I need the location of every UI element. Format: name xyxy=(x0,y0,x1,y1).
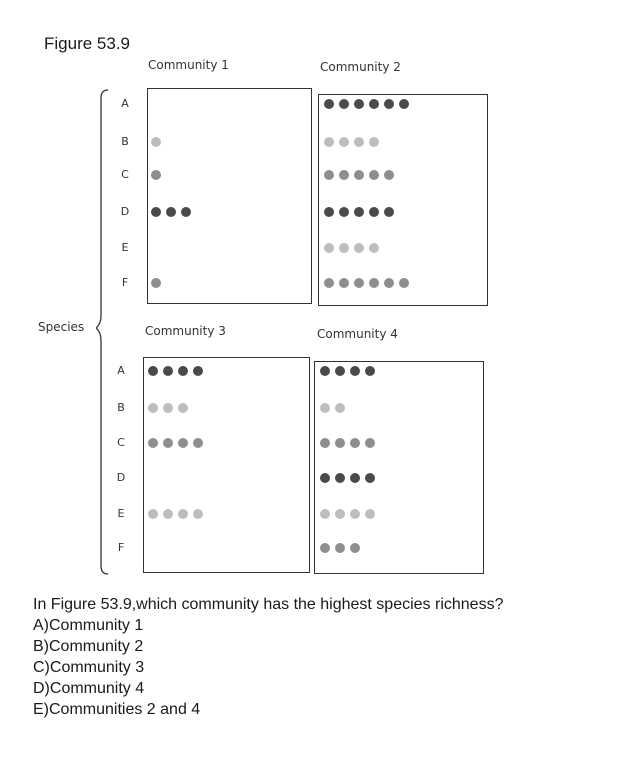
species-c-label: C xyxy=(121,168,129,181)
option-a[interactable]: A)Community 1 xyxy=(33,617,144,634)
community-3-species-a-dot xyxy=(148,366,158,376)
community-3-species-e-dot xyxy=(178,509,188,519)
community-4-species-e-dot xyxy=(320,509,330,519)
community-4-label: Community 4 xyxy=(317,327,398,341)
community-3-species-e-dot xyxy=(193,509,203,519)
community-3-species-e-dot xyxy=(148,509,158,519)
community-1-species-d-dot xyxy=(166,207,176,217)
community-3-species-a-dot xyxy=(178,366,188,376)
question-stem: In Figure 53.9,which community has the highest species richness? xyxy=(33,596,504,613)
community-1-species-d-dot xyxy=(181,207,191,217)
community-3-species-a-dot xyxy=(163,366,173,376)
community-2-species-b-dot xyxy=(354,137,364,147)
community-2-species-d-dot xyxy=(384,207,394,217)
community-2-species-a-dot xyxy=(399,99,409,109)
community-1-species-c-dot xyxy=(151,170,161,180)
community-3-species-c-dot xyxy=(193,438,203,448)
species-a-label: A xyxy=(121,97,129,110)
species-d-label: D xyxy=(120,205,130,218)
community-2-species-f-dot xyxy=(354,278,364,288)
community-2-species-a-dot xyxy=(354,99,364,109)
community-3-species-b-dot xyxy=(178,403,188,413)
community-4-species-b-dot xyxy=(335,403,345,413)
community-4-species-c-dot xyxy=(365,438,375,448)
species-b-label: B xyxy=(117,401,125,414)
community-4-species-a-dot xyxy=(335,366,345,376)
community-4-species-e-dot xyxy=(335,509,345,519)
community-3-label: Community 3 xyxy=(145,324,226,338)
community-4-species-d-dot xyxy=(335,473,345,483)
community-4-species-f-dot xyxy=(320,543,330,553)
community-4-species-a-dot xyxy=(365,366,375,376)
figure-title: Figure 53.9 xyxy=(44,34,130,53)
community-2-species-f-dot xyxy=(369,278,379,288)
community-2-species-d-dot xyxy=(354,207,364,217)
species-c-label: C xyxy=(117,436,125,449)
community-3-species-e-dot xyxy=(163,509,173,519)
option-d[interactable]: D)Community 4 xyxy=(33,680,145,697)
community-2-species-f-dot xyxy=(324,278,334,288)
community-2-species-b-dot xyxy=(369,137,379,147)
community-4-species-f-dot xyxy=(335,543,345,553)
community-3-species-c-dot xyxy=(163,438,173,448)
community-4-species-b-dot xyxy=(320,403,330,413)
community-3-species-c-dot xyxy=(148,438,158,448)
species-e-label: E xyxy=(121,241,129,254)
community-4-species-d-dot xyxy=(365,473,375,483)
community-2-species-a-dot xyxy=(324,99,334,109)
community-3-species-b-dot xyxy=(163,403,173,413)
community-2-species-c-dot xyxy=(369,170,379,180)
community-1-label: Community 1 xyxy=(148,58,229,72)
community-2-species-b-dot xyxy=(339,137,349,147)
community-4-species-c-dot xyxy=(350,438,360,448)
community-2-species-c-dot xyxy=(324,170,334,180)
community-2-species-e-dot xyxy=(369,243,379,253)
community-2-species-a-dot xyxy=(369,99,379,109)
community-2-species-f-dot xyxy=(384,278,394,288)
community-3-panel xyxy=(143,357,310,573)
community-4-species-c-dot xyxy=(335,438,345,448)
community-1-species-d-dot xyxy=(151,207,161,217)
community-3-species-a-dot xyxy=(193,366,203,376)
community-2-label: Community 2 xyxy=(320,60,401,74)
community-1-species-b-dot xyxy=(151,137,161,147)
community-2-species-d-dot xyxy=(339,207,349,217)
community-2-species-f-dot xyxy=(399,278,409,288)
option-e[interactable]: E)Communities 2 and 4 xyxy=(33,701,201,718)
community-2-panel xyxy=(318,94,488,306)
community-2-species-b-dot xyxy=(324,137,334,147)
community-2-species-a-dot xyxy=(384,99,394,109)
community-2-species-f-dot xyxy=(339,278,349,288)
community-4-species-c-dot xyxy=(320,438,330,448)
species-axis-label: Species xyxy=(38,320,85,334)
community-2-species-c-dot xyxy=(354,170,364,180)
community-1-panel xyxy=(147,88,312,304)
community-2-species-d-dot xyxy=(369,207,379,217)
species-e-label: E xyxy=(117,507,125,520)
community-2-species-d-dot xyxy=(324,207,334,217)
community-2-species-e-dot xyxy=(354,243,364,253)
species-f-label: F xyxy=(117,541,125,554)
community-4-species-a-dot xyxy=(320,366,330,376)
species-b-label: B xyxy=(121,135,129,148)
option-b[interactable]: B)Community 2 xyxy=(33,638,144,655)
species-d-label: D xyxy=(116,471,126,484)
community-2-species-c-dot xyxy=(339,170,349,180)
community-3-species-b-dot xyxy=(148,403,158,413)
species-a-label: A xyxy=(117,364,125,377)
community-4-species-f-dot xyxy=(350,543,360,553)
community-2-species-c-dot xyxy=(384,170,394,180)
question-block xyxy=(33,594,503,720)
community-4-species-d-dot xyxy=(350,473,360,483)
community-2-species-e-dot xyxy=(324,243,334,253)
community-4-species-e-dot xyxy=(350,509,360,519)
community-4-species-e-dot xyxy=(365,509,375,519)
community-3-species-c-dot xyxy=(178,438,188,448)
community-4-species-a-dot xyxy=(350,366,360,376)
community-2-species-e-dot xyxy=(339,243,349,253)
community-1-species-f-dot xyxy=(151,278,161,288)
species-f-label: F xyxy=(121,276,129,289)
option-c[interactable]: C)Community 3 xyxy=(33,659,145,676)
community-4-species-d-dot xyxy=(320,473,330,483)
species-brace xyxy=(96,88,110,578)
community-2-species-a-dot xyxy=(339,99,349,109)
